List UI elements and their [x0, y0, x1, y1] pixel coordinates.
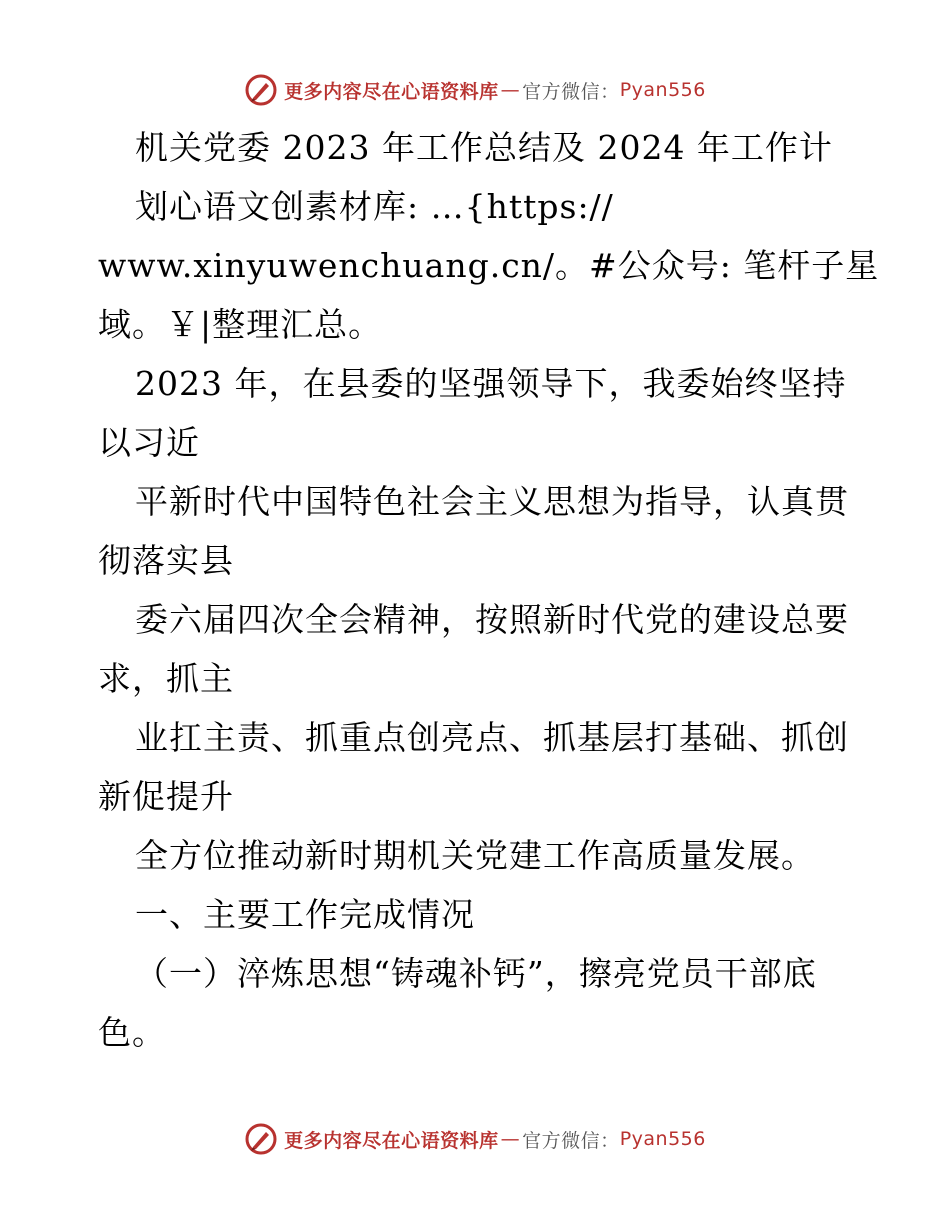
pen-logo-icon [244, 1122, 278, 1156]
text-line: 域。￥|整理汇总。 [98, 305, 383, 344]
text-line: 色。 [98, 1013, 166, 1052]
text-line: 业扛主责、抓重点创亮点、抓基层打基础、抓创 [135, 718, 849, 757]
text-line: 求，抓主 [98, 659, 234, 698]
text-line: 委六届四次全会精神，按照新时代党的建设总要 [135, 600, 849, 639]
banner-wechat-label: 官方微信： [522, 1129, 620, 1152]
document-body [98, 118, 880, 1062]
text-line: 划心语文创素材库: …{https:// [135, 187, 614, 226]
text-line: 平新时代中国特色社会主义思想为指导，认真贯 [135, 482, 849, 521]
text-line: 以习近 [98, 423, 200, 462]
text-line: 彻落实县 [98, 541, 234, 580]
banner-main-text: 更多内容尽在心语资料库 [284, 1129, 499, 1152]
banner-separator: — [500, 79, 521, 101]
banner-wechat-account: Pyan556 [619, 1128, 706, 1150]
pen-logo-icon [244, 73, 278, 107]
banner-wechat-label: 官方微信： [522, 80, 620, 103]
text-line: www.xinyuwenchuang.cn/。#公众号: 笔杆子星 [98, 246, 880, 285]
banner-separator: — [500, 1128, 521, 1150]
banner-wechat-account: Pyan556 [619, 79, 706, 101]
subsection-heading: （一）淬炼思想“铸魂补钙”，擦亮党员干部底 [135, 954, 817, 993]
text-line: 新促提升 [98, 777, 234, 816]
text-line: 2023 年，在县委的坚强领导下，我委始终坚持 [135, 364, 847, 403]
section-heading: 一、主要工作完成情况 [135, 895, 475, 934]
text-line: 全方位推动新时期机关党建工作高质量发展。 [135, 836, 815, 875]
text-line: 机关党委 2023 年工作总结及 2024 年工作计 [135, 128, 833, 167]
header-watermark-banner [0, 70, 950, 110]
banner-main-text: 更多内容尽在心语资料库 [284, 80, 499, 103]
footer-watermark-banner [0, 1119, 950, 1159]
